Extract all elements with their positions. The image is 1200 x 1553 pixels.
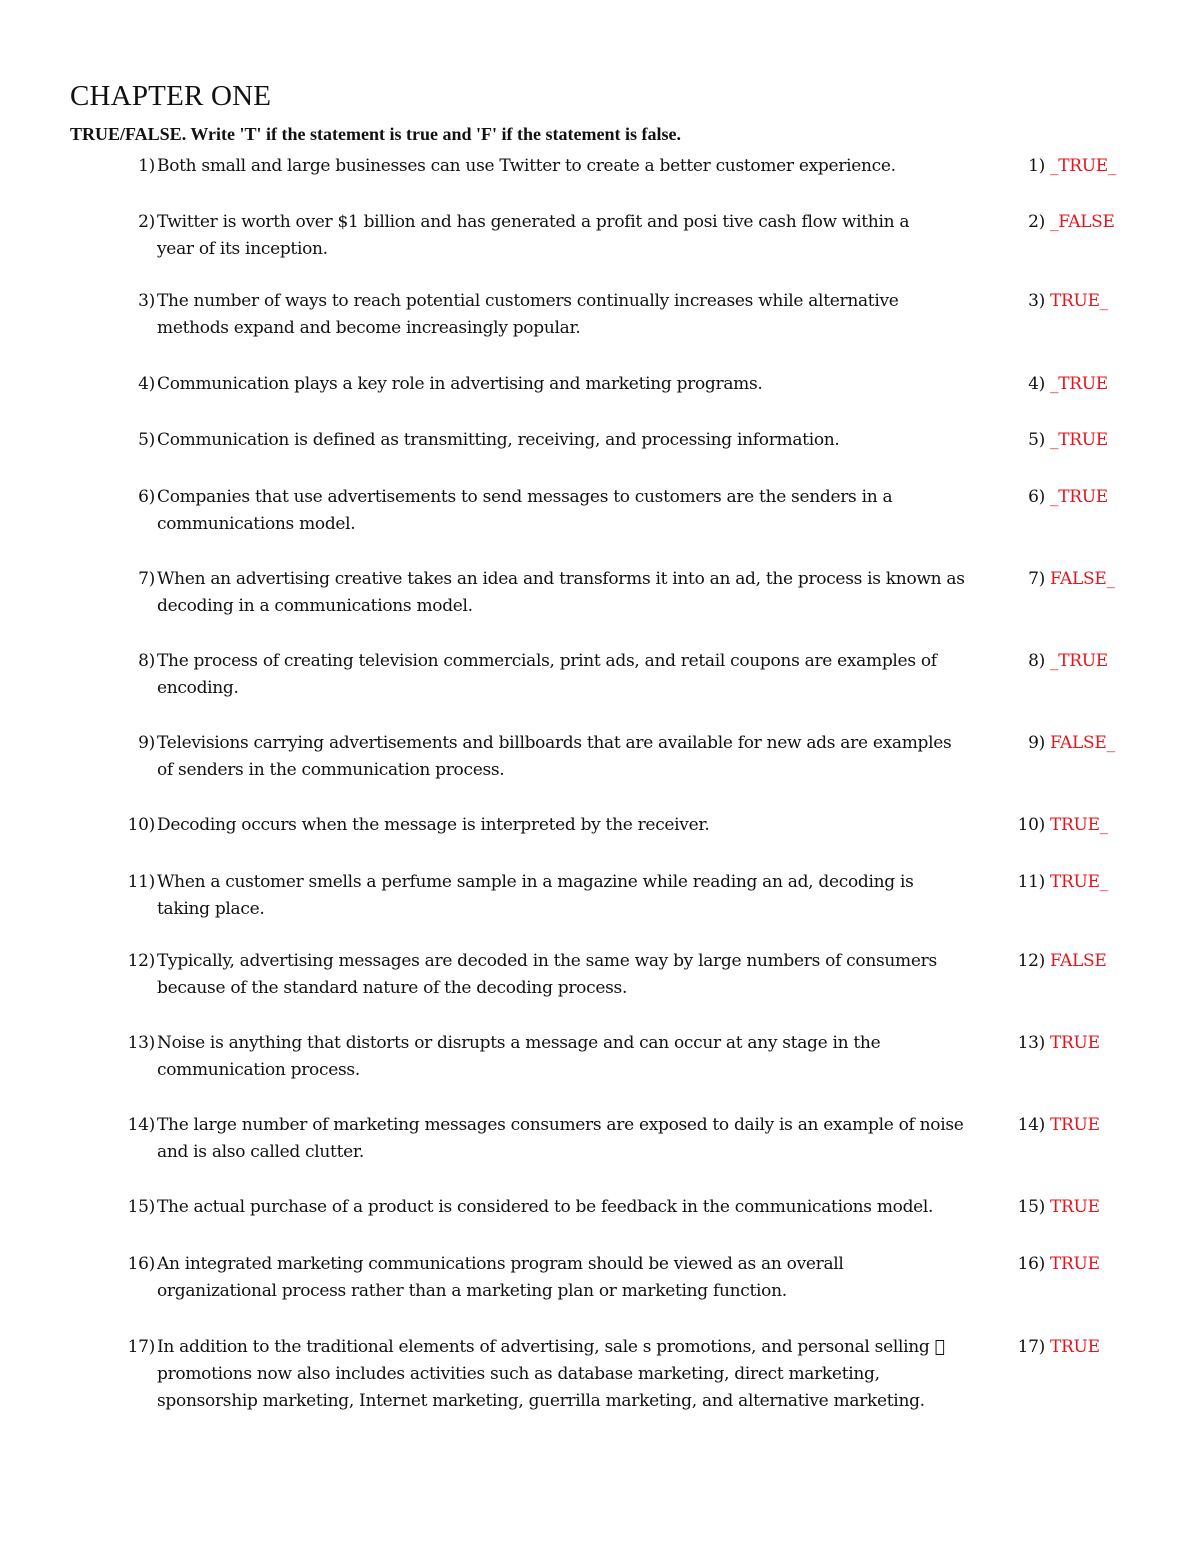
question-text: Communication plays a key role in advertising and marketing programs. — [157, 374, 763, 394]
question-number: 10) — [127, 815, 155, 835]
answer-number: 4) — [1028, 374, 1045, 394]
question-text: The actual purchase of a product is considered to be feedback in the communications model. — [157, 1197, 934, 1217]
answer-value: TRUE_ — [1050, 815, 1108, 835]
question-number: 1) — [138, 156, 155, 176]
answer-number: 15) — [1017, 1197, 1045, 1217]
question-number: 5) — [138, 430, 155, 450]
answer-number: 13) — [1017, 1033, 1045, 1053]
answer-value: TRUE — [1050, 1115, 1100, 1135]
answer-number: 11) — [1017, 872, 1045, 892]
question-text: Decoding occurs when the message is interpreted by the receiver. — [157, 815, 710, 835]
question-text: An integrated marketing communications program should be viewed as an overall organizational process rather than a marketing plan or marketing function. — [157, 1254, 844, 1301]
question-number: 4) — [138, 374, 155, 394]
answer-number: 14) — [1017, 1115, 1045, 1135]
answer-number: 7) — [1028, 569, 1045, 589]
question-number: 12) — [127, 951, 155, 971]
answer-value: FALSE_ — [1050, 733, 1115, 753]
answer-number: 3) — [1028, 291, 1045, 311]
answer-value: _FALSE — [1050, 212, 1115, 232]
answer-number: 5) — [1028, 430, 1045, 450]
answer-value: _TRUE — [1050, 651, 1108, 671]
question-number: 2) — [138, 212, 155, 232]
answer-value: TRUE_ — [1050, 291, 1108, 311]
answer-number: 6) — [1028, 487, 1045, 507]
instructions: TRUE/FALSE. Write 'T' if the statement is true and 'F' if the statement is false. — [70, 124, 681, 144]
question-text: Communication is defined as transmitting, receiving, and processing information. — [157, 430, 840, 450]
question-number: 9) — [138, 733, 155, 753]
question-text: The process of creating television commercials, print ads, and retail coupons are examples of encoding. — [157, 651, 937, 698]
answer-value: TRUE — [1050, 1254, 1100, 1274]
question-number: 13) — [127, 1033, 155, 1053]
question-text: The number of ways to reach potential customers continually increases while alternative methods expand and become increasingly popular. — [157, 291, 899, 338]
answer-number: 2) — [1028, 212, 1045, 232]
answer-value: _TRUE_ — [1050, 156, 1117, 176]
answer-value: TRUE — [1050, 1033, 1100, 1053]
answer-value: TRUE_ — [1050, 872, 1108, 892]
question-text: Companies that use advertisements to send messages to customers are the senders in a communications model. — [157, 487, 893, 534]
answer-number: 9) — [1028, 733, 1045, 753]
answer-number: 17) — [1017, 1337, 1045, 1357]
question-text: Televisions carrying advertisements and billboards that are available for new ads are examples of senders in the communication process. — [157, 733, 952, 780]
answer-value: FALSE — [1050, 951, 1107, 971]
answer-value: _TRUE — [1050, 487, 1108, 507]
question-number: 11) — [127, 872, 155, 892]
answer-number: 1) — [1028, 156, 1045, 176]
question-number: 17) — [127, 1337, 155, 1357]
answer-number: 8) — [1028, 651, 1045, 671]
answer-number: 10) — [1017, 815, 1045, 835]
question-text: Twitter is worth over $1 billion and has generated a profit and posi tive cash flow within a year of its inception. — [157, 212, 910, 259]
question-number: 15) — [127, 1197, 155, 1217]
question-text: When an advertising creative takes an idea and transforms it into an ad, the process is known as decoding in a communications model. — [157, 569, 965, 616]
question-text: Noise is anything that distorts or disrupts a message and can occur at any stage in the communication process. — [157, 1033, 881, 1080]
answer-value: _TRUE — [1050, 430, 1108, 450]
question-text: Both small and large businesses can use Twitter to create a better customer experience. — [157, 156, 896, 176]
answer-value: FALSE_ — [1050, 569, 1115, 589]
question-number: 7) — [138, 569, 155, 589]
chapter-title: CHAPTER ONE — [70, 80, 272, 112]
answer-number: 16) — [1017, 1254, 1045, 1274]
question-text: When a customer smells a perfume sample in a magazine while reading an ad, decoding is taking place. — [157, 872, 914, 919]
question-number: 6) — [138, 487, 155, 507]
answer-value: TRUE — [1050, 1197, 1100, 1217]
question-number: 14) — [127, 1115, 155, 1135]
question-number: 16) — [127, 1254, 155, 1274]
answer-value: TRUE — [1050, 1337, 1100, 1357]
question-number: 8) — [138, 651, 155, 671]
question-number: 3) — [138, 291, 155, 311]
question-text: In addition to the traditional elements of advertising, sale s promotions, and personal selling ￿ promotions now also includes activities such as database marketing, direct marketing, sponsorship marketing, Internet marketing, guerrilla marketing, and alternative marketing. — [157, 1337, 945, 1411]
answer-number: 12) — [1017, 951, 1045, 971]
question-text: Typically, advertising messages are decoded in the same way by large numbers of consumers because of the standard nature of the decoding process. — [157, 951, 937, 998]
answer-value: _TRUE — [1050, 374, 1108, 394]
question-text: The large number of marketing messages consumers are exposed to daily is an example of noise and is also called clutter. — [157, 1115, 964, 1162]
